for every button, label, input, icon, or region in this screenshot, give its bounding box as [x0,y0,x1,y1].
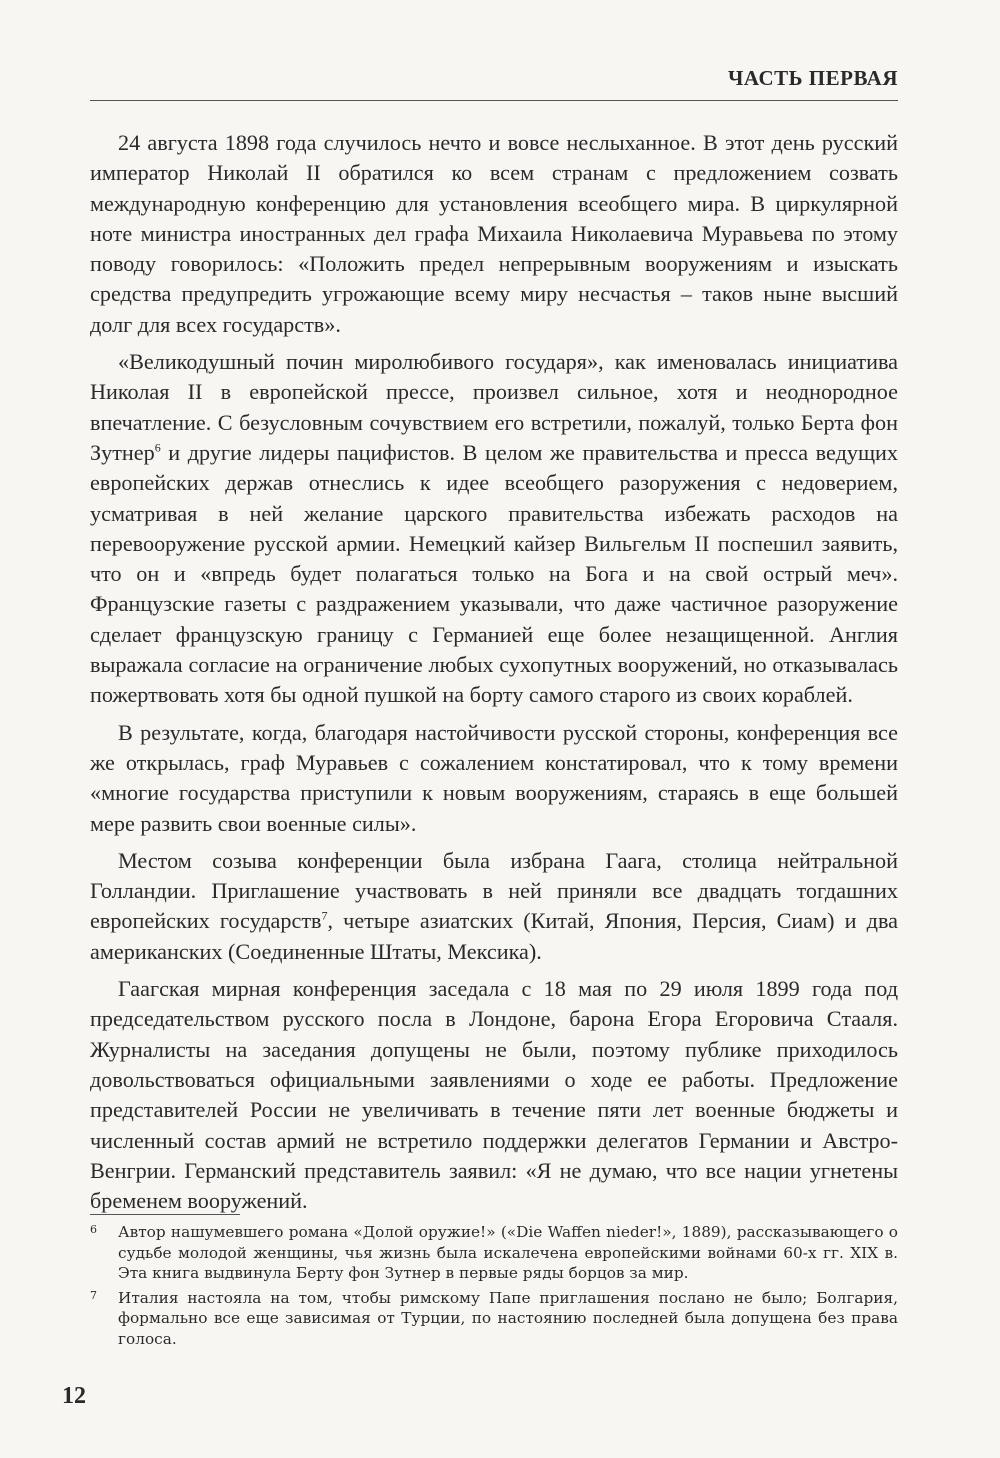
paragraph [90,846,898,967]
paragraph-text: и другие лидеры пацифистов. В целом же правительства и пресса ведущих европейских держав отнеслись к идее всеобщего разоружения с недоверием, усматривая в ней желание царского правительства избежать расходов на перевооружение русской армии. Немецкий кайзер Вильгельм II поспешил заявить, что он и «впредь будет полагаться только на Бога и на свой острый меч». Французские газеты с раздражением указывали, что даже частичное разоружение сделает французскую границу с Германией еще более незащищенной. Англия выражала согласие на ограничение любых сухопутных вооружений, но отказывалась пожертвовать хотя бы одной пушкой на борту самого старого из своих кораблей. [90,439,898,708]
footnote-ref[interactable]: 7 [321,909,328,924]
paragraph-text: «Великодушный почин миролюбивого государя», как именовалась инициатива Николая II в европейской прессе, произвел сильное, хотя и неоднородное впечатление. С безусловным сочувствием его встретили, пожалуй, только Берта фон Зутнер [90,349,898,465]
paragraph-text: , четыре азиатских (Китай, Япония, Персия, Сиам) и два американских (Соединенные Штаты, Мексика). [90,908,898,964]
header-rule [90,100,898,101]
page-number: 12 [62,1383,86,1409]
footnote-number: 7 [90,1288,97,1302]
footnote-text: Италия настояла на том, чтобы римскому Папе приглашения послано не было; Болгария, формально все еще зависимая от Турции, по настоянию последней была допущена без права голоса. [118,1288,898,1348]
paragraph-text: Местом созыва конференции была избрана Гаага, столица нейтральной Голландии. Приглашение участвовать в ней приняли все двадцать тогдашних европейских государств [90,847,898,934]
body-text [90,128,898,1223]
paragraph: В результате, когда, благодаря настойчивости русской стороны, конференция все же открылась, граф Муравьев с сожалением констатировал, что к тому времени «многие государства приступили к новым вооружениям, стараясь в еще большей мере развить свои военные силы». [90,719,898,836]
footnote-number: 6 [90,1223,97,1236]
running-head: ЧАСТЬ ПЕРВАЯ [727,66,898,90]
footnote-text: Автор нашумевшего романа «Долой оружие!» («Die Waffen nieder!», 1889), рассказывающего о судьбе молодой женщины, чья жизнь была искалечена европейскими войнами 60-х гг. XIX в. Эта книга выдвинула Берту фон Зутнер в первые ряды борцов за мир. [118,1223,898,1282]
footnote-ref[interactable]: 6 [154,440,161,455]
footnote-rule [90,1214,240,1215]
paragraph: 24 августа 1898 года случилось нечто и вовсе неслыханное. В этот день русский император Николай II обратился ко всем странам с предложением созвать международную конференцию для установления всеобщего мира. В циркулярной ноте министра иностранных дел графа Михаила Николаевича Муравьева по этому поводу говорилось: «Положить предел непрерывным вооружениям и изыскать средства предупредить угрожающие всему миру несчастья – таков ныне высший долг для всех государств». [90,130,898,337]
paragraph [90,347,898,711]
paragraph: Гаагская мирная конференция заседала с 18 мая по 29 июля 1899 года под председательством русского посла в Лондоне, барона Егора Егоровича Стааля. Журналисты на заседания допущены не были, поэтому публике приходилось довольствоваться официальными заявлениями о ходе ее работы. Предложение представителей России не увеличивать в течение пяти лет военные бюджеты и численный состав армий не встретило поддержки делегатов Германии и Австро-Венгрии. Германский представитель заявил: «Я не думаю, что все нации угнетены бременем вооружений. [90,976,898,1214]
footnotes [90,1222,898,1353]
footnote [90,1222,898,1284]
footnote [90,1288,898,1350]
